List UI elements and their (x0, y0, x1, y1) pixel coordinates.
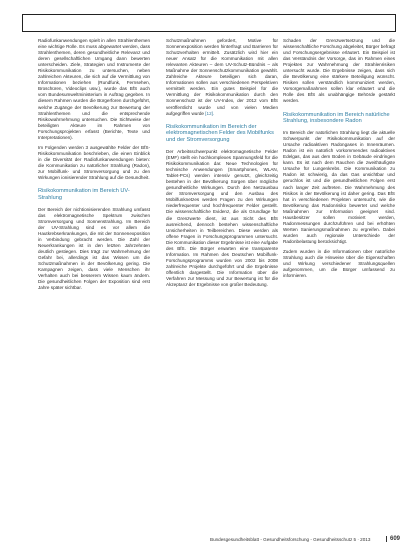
page-number: 609 (386, 536, 400, 542)
paragraph: Im Folgenden werden 3 ausgewählte Felder der BfS-Risikokommunikation beschrieben, die einen Einblick in die Diversität der Radiofunkanwendungen bieten: die Kommunikation zu natürlicher Strahlung (Radon), zur Mobilfunk- und Stromversorgung und zu den Wirkungen ionisierender Strahlung auf die Gesundheit. (38, 144, 150, 181)
paragraph (166, 38, 278, 117)
paragraph: Der Bereich der nichtionisierenden Strahlung umfasst das elektromagnetische Spektrum zwischen Stromversorgung und Sonnenstrahlung. Im Bereich der UV-Strahlung sind es vor allem die Hautkrebserkrankungen, die mit der Sonnenexposition in Verbindung gebracht werden. Die Zahl der Neuerkrankungen ist in den letzten Jahrzehnten deutlich gestiegen. Dies trägt zur Wahrnehmung der Gefahr bei, allerdings ist das Wissen um die Schutzmaßnahmen in der Bevölkerung gering. Die Kampagnen zeigen, dass viele Menschen ihr Verhalten auch bei besserem Wissen kaum ändern. Die gesundheitlichen Folgen der Exposition sind erst Jahre später sichtbar. (38, 206, 150, 291)
text-column-3 (283, 38, 395, 283)
paragraph: Radiofunkanwendungen spielt in allen Strahlenthemen eine wichtige Rolle. Es muss abgewartet werden, dass Strahlenthemen, deren gesundheitliche Relevanz und deren gesellschaftlichen Umgang dann bewerten unterscheiden. Ziele, Strategien und Instrumente der Risikokommunikation zu untersuchen, neben zahlreichen Akteuren, die sich auf die Vermittlung von Informationen beziehen (Rundfunk, Fernsehen, Broschüren, Videoclips usw.), wurde das BfS auch vom Bundesumweltministerium in Auftrag gegeben. In diesem Rahmen wurden die Bürgerforen durchgeführt, welche Zugänge der Bevölkerung zur Bewertung der Strahlenthemen und die entsprechende Risikowahrnehmung untersuchen. Die Sichtweise der beteiligten Akteure im Rahmen von Forschungsprojekten erfasst (Berichte, Texte und Interpretationen). (38, 38, 150, 140)
section-heading-emf: Risikokommunikation im Bereich der elektromagnetischen Felder des Mobilfunks und der Stromversorgung (166, 123, 274, 144)
paragraph: Im Bereich der natürlichen Strahlung liegt die aktuelle Schwerpunkt der Risikokommunikation auf der Ursache radioaktiven Radongases in Innenräumen. Radon ist ein natürlich vorkommendes radioaktives Edelgas, das aus dem Boden in Gebäude eindringen kann. Es ist nach dem Rauchen die zweithäufigste Ursache für Lungenkrebs. Die Kommunikation zu Radon ist schwierig, da das Gas unsichtbar und geruchlos ist und die gesundheitlichen Folgen erst nach langer Zeit auftreten. Die Wahrnehmung des Risikos in der Bevölkerung ist daher gering. Das BfS hat in verschiedenen Projekten untersucht, wie die Bevölkerung das Radonrisiko bewertet und welche Maßnahmen zur Information geeignet sind. Hausbesitzer sollen motiviert werden, Radonmessungen durchzuführen und bei erhöhten Werten Sanierungsmaßnahmen zu ergreifen. Dabei wurden auch regionale Unterschiede der Radonbelastung berücksichtigt. (283, 130, 395, 244)
section-heading-uv: Risikokommunikation im Bereich UV-Strahlung (38, 188, 130, 201)
paragraph: Zudem wurden in die Informationen über natürliche Strahlung auch die Hinweise über die Eigenschaften und Wirkung verschiedener Strahlungsquellen aufgenommen, um die Bürger umfassend zu informieren. (283, 249, 395, 279)
header-rule-box (22, 14, 396, 32)
journal-citation: Bundesgesundheitsblatt - Gesundheitsforschung - Gesundheitsschutz 5 · 2013 (210, 537, 371, 542)
text-column-2 (166, 38, 278, 292)
paragraph: Der Arbeitsschwerpunkt elektromagnetische Felder (EMF) stellt ein hochkomplexes Spannungsfeld für die Risikokommunikation dar. Neue Technologien für technische Anwendungen (Smartphones, WLAN, Tablet-PCs) werden intensiv genutzt, gleichzeitig bestehen in der Bevölkerung Sorgen über mögliche gesundheitliche Wirkungen. Durch den Netzausbau der Stromversorgung und den Ausbau des Mobilfunknetzes werden Fragen zu den Wirkungen niederfrequenter und hochfrequenter Felder gestellt. Die wissenschaftliche Evidenz, die als Grundlage für die Grenzwerte dient, ist aus Sicht des BfS ausreichend, dennoch bestehen wissenschaftliche Unsicherheiten in Teilbereichen. Diese werden als offene Fragen in Forschungsprogrammen untersucht. Die Kommunikation dieser Ergebnisse ist eine Aufgabe des BfS. Die Bürger erwarten eine transparente Information. Im Rahmen des Deutschen Mobilfunk-Forschungsprogramms wurden von 2002 bis 2008 zahlreiche Projekte durchgeführt und die Ergebnisse öffentlich dargestellt. Die Information über die Verfahren zur Messung und zur Bewertung ist für die Akzeptanz der Ergebnisse von großer Bedeutung. (166, 149, 278, 288)
paragraph-text: Schutzmaßnahmen gefordert, Motive für Sonnenexposition werden hinterfragt und Barrieren für Schutzverhalten ermittelt. Zusätzlich wird hier ein neuer Ansatz für die Kommunikation mit allen relevanten Akteuren – dem UV-Schutz-Bündnis – als Maßnahme der Sonnenschutzkommunikation gewählt. Zahlreiche Akteure beteiligen sich daran, Informationen sollen aus verschiedenen Perspektiven vermittelt werden. Ein gutes Beispiel für die Vermittlung der Risikokommunikation durch den Sonnenschutz ist der UV-Index, der 2012 vom BfS veröffentlicht wurde und von vielen Medien aufgegriffen wurde (166, 38, 278, 116)
text-column-1 (38, 38, 150, 295)
section-heading-radon: Risikokommunikation im Bereich natürliche Strahlung, insbesondere Radon (283, 111, 390, 125)
citation-link[interactable]: [12]. (205, 110, 215, 116)
paragraph: Schaden der Grenzwertsetzung und die wissenschaftliche Forschung abgeleitet, Bürger befragt und Forschungsergebnisse erläutert. Ein Beispiel ist das Verständnis der Vorsorge, das im Rahmen eines Projektes zur Wahrnehmung der Strahlenrisiken untersucht wurde. Die Ergebnisse zeigen, dass sich die Bevölkerung eine stärkere Beteiligung wünscht. Risiken sollen verständlich kommuniziert werden, Vorsorgemaßnahmen sollen klar erläutert und die Rolle des BfS als unabhängige Behörde gestärkt werden. (283, 38, 395, 104)
page-footer (210, 537, 400, 547)
